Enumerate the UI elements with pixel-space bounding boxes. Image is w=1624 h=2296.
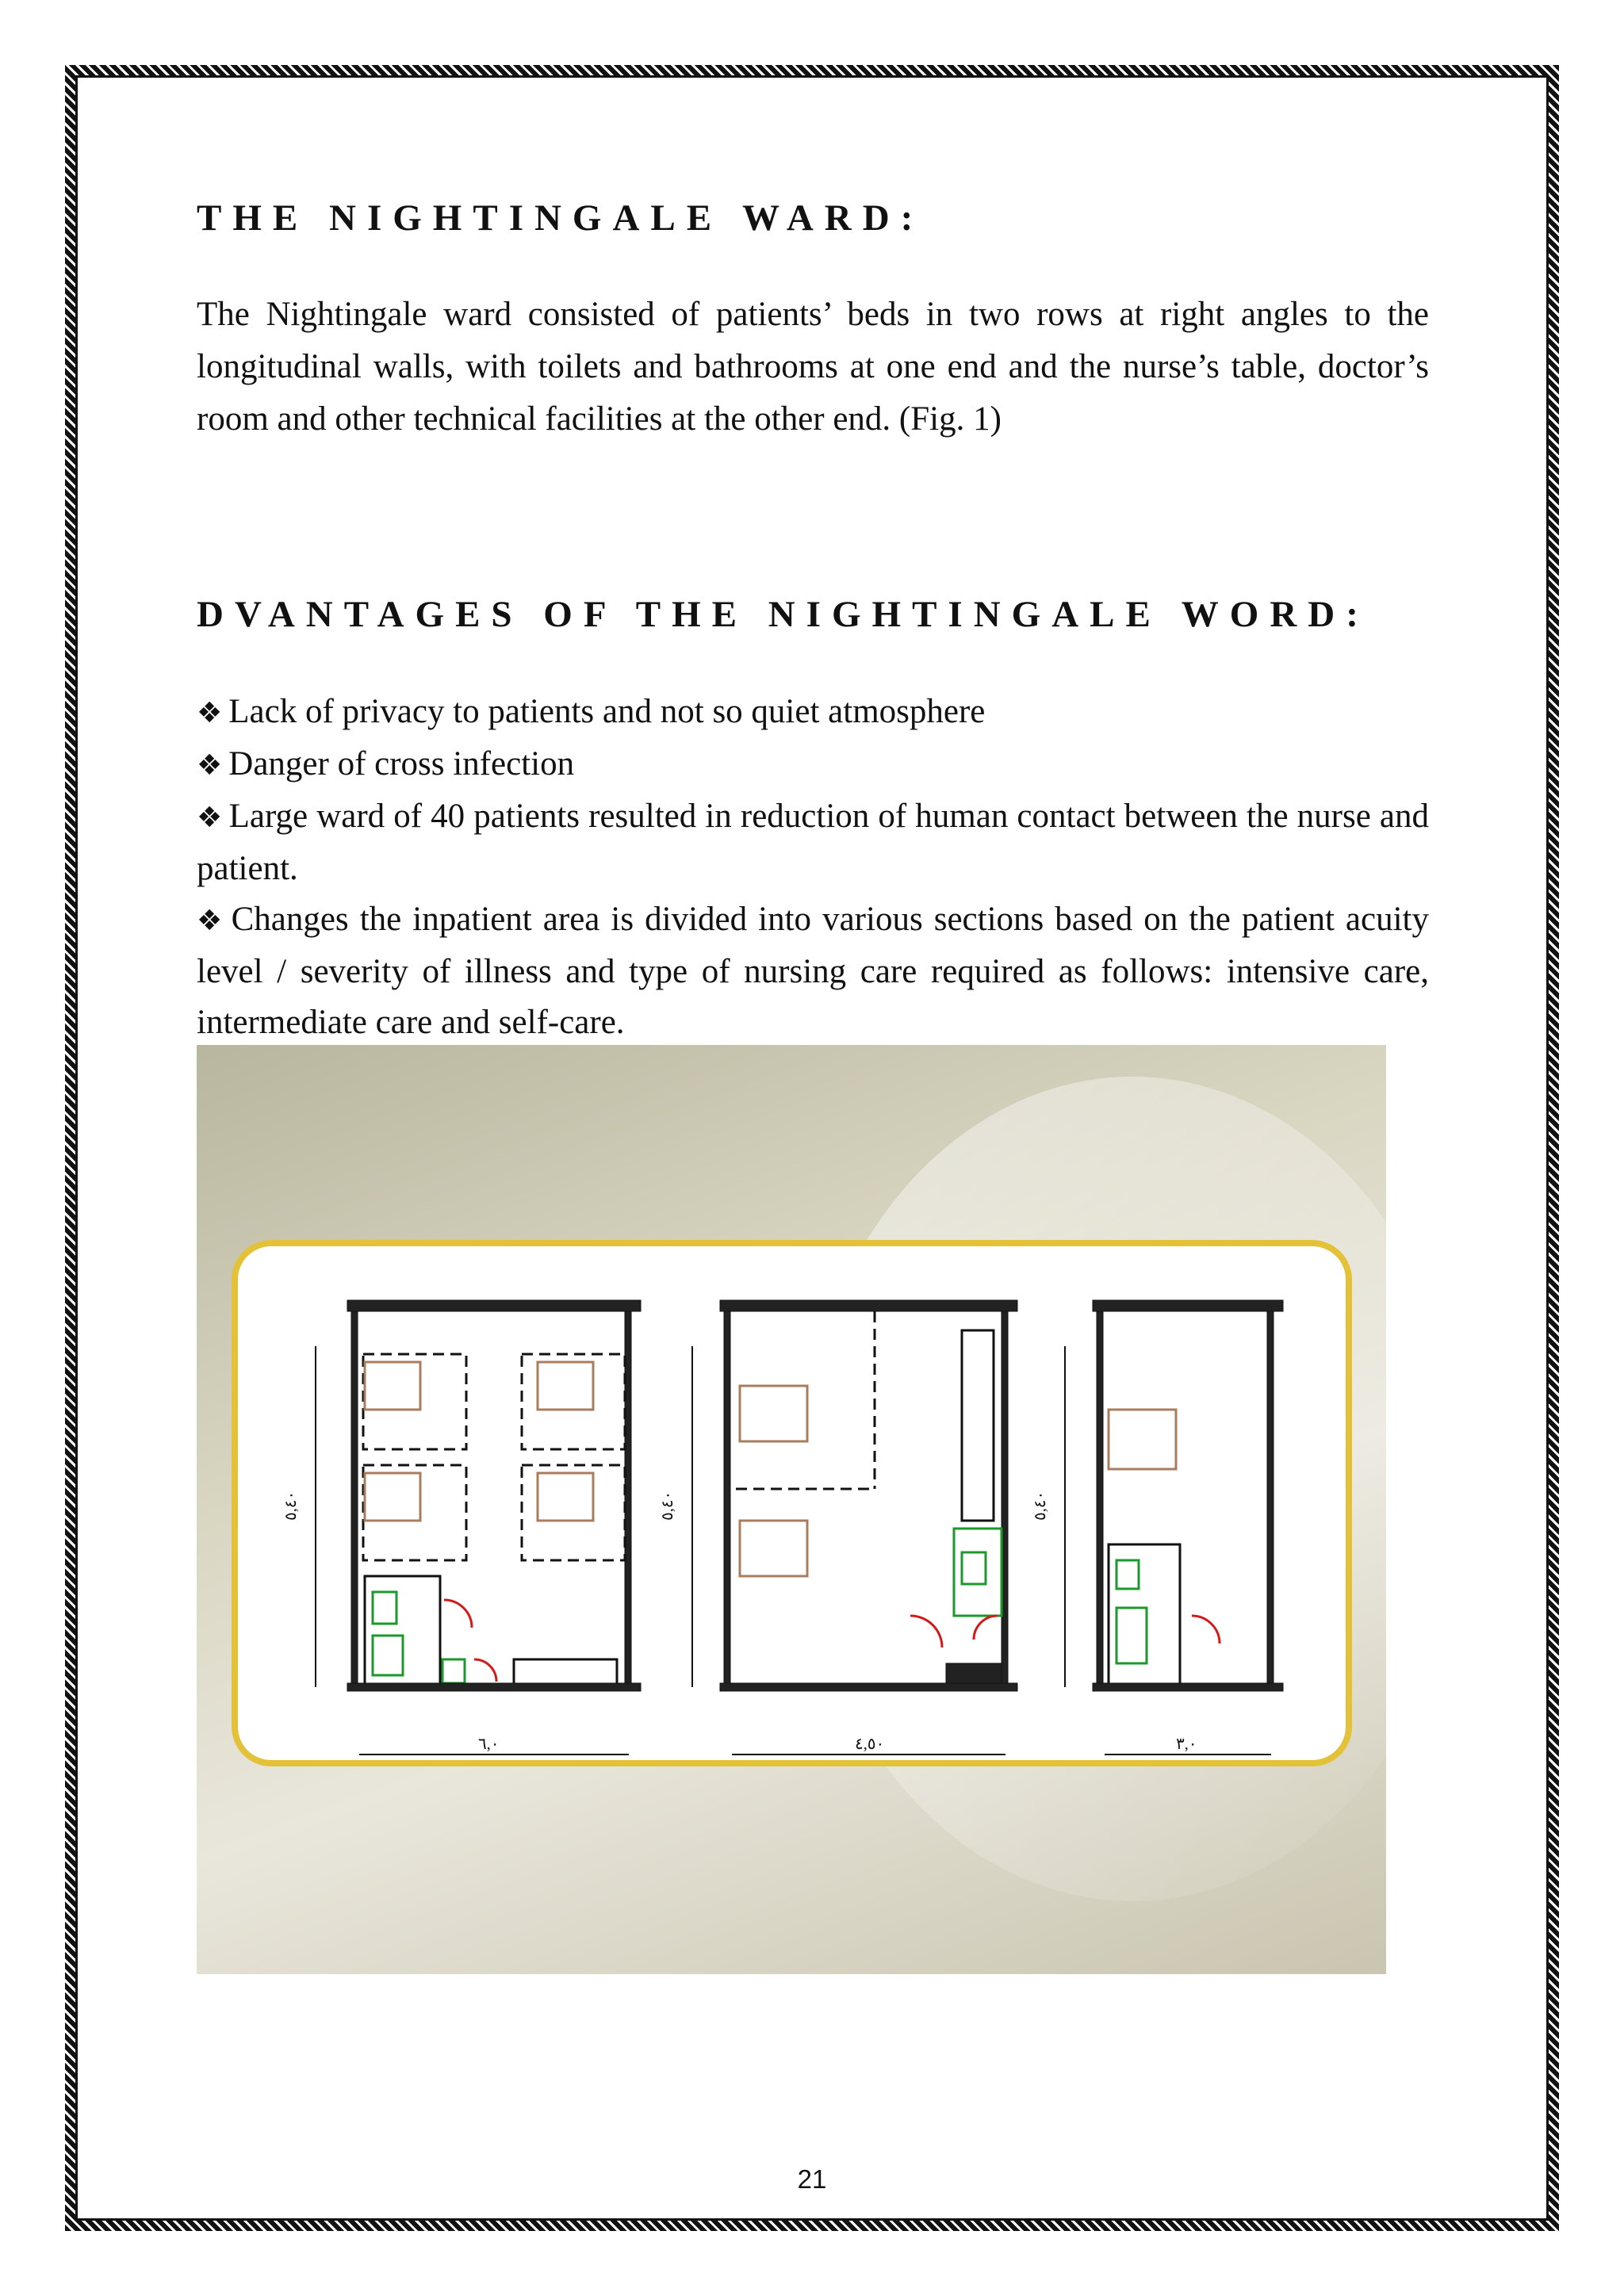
list-item: ❖ Large ward of 40 patients resulted in reduction of human contact between the nurse and patient. [197, 798, 1429, 887]
diamond-bullet-icon: ❖ [197, 802, 223, 834]
ward-floor-plans-figure [197, 1045, 1386, 1974]
floor-plans-drawing [197, 1045, 1386, 1974]
dimension-label: ٥,٤٠ [282, 1490, 300, 1521]
diamond-bullet-icon: ❖ [197, 697, 223, 729]
diamond-bullet-icon: ❖ [197, 905, 225, 937]
advantages-list [197, 687, 1429, 1048]
list-item: ❖ Danger of cross infection [197, 745, 575, 783]
diamond-bullet-icon: ❖ [197, 749, 223, 782]
nightingale-paragraph: The Nightingale ward consisted of patients’ beds in two rows at right angles to the longitudinal walls, with toilets and bathrooms at one end and the nurse’s table, doctor’s room and other technical facilities at the other end. (Fig. 1) [197, 296, 1429, 438]
dimension-label: ٥,٤٠ [659, 1490, 676, 1521]
section-heading-nightingale-ward: THE NIGHTINGALE WARD: [197, 197, 925, 239]
list-item: ❖ Changes the inpatient area is divided into various sections based on the patient acuity level / severity of illness and type of nursing care required as follows: intensive care, intermediate care and self-care. [197, 901, 1429, 1041]
list-item: ❖ Lack of privacy to patients and not so quiet atmosphere [197, 693, 986, 730]
page-number: 21 [797, 2164, 827, 2194]
dimension-label: ٦,٠ [478, 1735, 500, 1753]
dimension-label: ٣,٠ [1176, 1735, 1197, 1753]
dimension-label: ٤,٥٠ [855, 1735, 885, 1753]
section-heading-advantages: DVANTAGES OF THE NIGHTINGALE WORD: [197, 594, 1369, 635]
dimension-label: ٥,٤٠ [1032, 1490, 1049, 1521]
